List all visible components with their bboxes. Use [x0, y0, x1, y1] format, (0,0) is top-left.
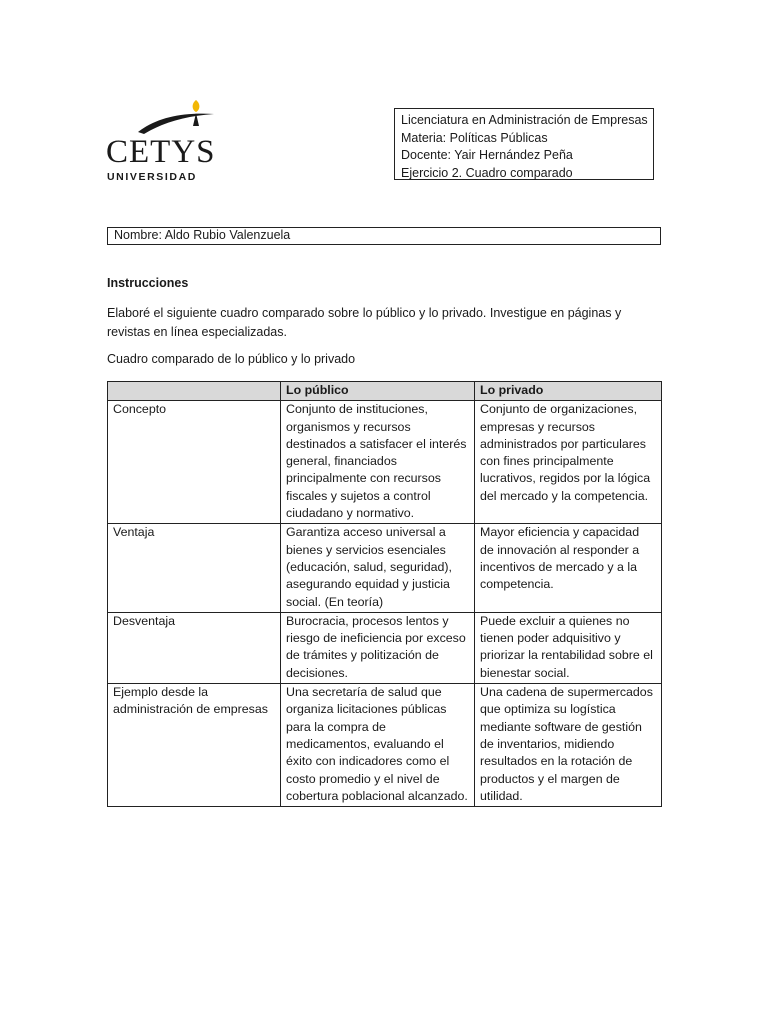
public-cell: Conjunto de instituciones, organismos y recursos destinados a satisfacer el interés general, financiados principalmente con recursos fiscales y sujetos a control ciudadano y normativo.	[281, 401, 475, 524]
row-label: Concepto	[108, 401, 281, 524]
table-header-row	[108, 382, 662, 401]
table-row	[108, 401, 662, 524]
row-label: Desventaja	[108, 612, 281, 683]
public-cell: Garantiza acceso universal a bienes y servicios esenciales (educación, salud, seguridad), asegurando equidad y justicia social. (En teoría)	[281, 524, 475, 612]
course-info-box	[394, 108, 654, 180]
logo-subtitle: UNIVERSIDAD	[107, 171, 197, 183]
exercise-line: Ejercicio 2. Cuadro comparado	[401, 165, 573, 180]
public-cell: Una secretaría de salud que organiza licitaciones públicas para la compra de medicamentos, evaluando el éxito con indicadores como el costo promedio y el nivel de cobertura poblacional alcanzado.	[281, 684, 475, 807]
table-row	[108, 612, 662, 683]
private-cell: Conjunto de organizaciones, empresas y recursos administrados por particulares con fines principalmente lucrativos, regidos por la lógica del mercado y la competencia.	[475, 401, 662, 524]
table-row	[108, 524, 662, 612]
teacher-line: Docente: Yair Hernández Peña	[401, 148, 573, 162]
program-line: Licenciatura en Administración de Empresas	[401, 113, 648, 127]
table-caption: Cuadro comparado de lo público y lo privado	[107, 352, 356, 366]
private-cell: Puede excluir a quienes no tienen poder adquisitivo y priorizar la rentabilidad sobre el bienestar social.	[475, 612, 662, 683]
row-label: Ejemplo desde la administración de empresas	[108, 684, 281, 807]
row-label: Ventaja	[108, 524, 281, 612]
table-row	[108, 684, 662, 807]
header-private: Lo privado	[475, 382, 662, 401]
private-cell: Mayor eficiencia y capacidad de innovación al responder a incentivos de mercado y a la competencia.	[475, 524, 662, 612]
public-cell: Burocracia, procesos lentos y riesgo de ineficiencia por exceso de trámites y politización de decisiones.	[281, 612, 475, 683]
header-public: Lo público	[281, 382, 475, 401]
student-name-box: Nombre: Aldo Rubio Valenzuela	[107, 227, 661, 245]
cetys-logo	[106, 96, 218, 188]
comparison-table	[107, 381, 662, 807]
instructions-text: Elaboré el siguiente cuadro comparado sobre lo público y lo privado. Investigue en páginas y revistas en línea especializadas.	[107, 306, 622, 339]
private-cell: Una cadena de supermercados que optimiza su logística mediante software de gestión de inventarios, midiendo resultados en la rotación de productos y el margen de utilidad.	[475, 684, 662, 807]
torch-flame-icon	[136, 96, 216, 136]
logo-wordmark: CETYS	[106, 134, 216, 170]
header-empty	[108, 382, 281, 401]
instructions-heading: Instrucciones	[107, 276, 189, 290]
subject-line: Materia: Políticas Públicas	[401, 130, 548, 145]
